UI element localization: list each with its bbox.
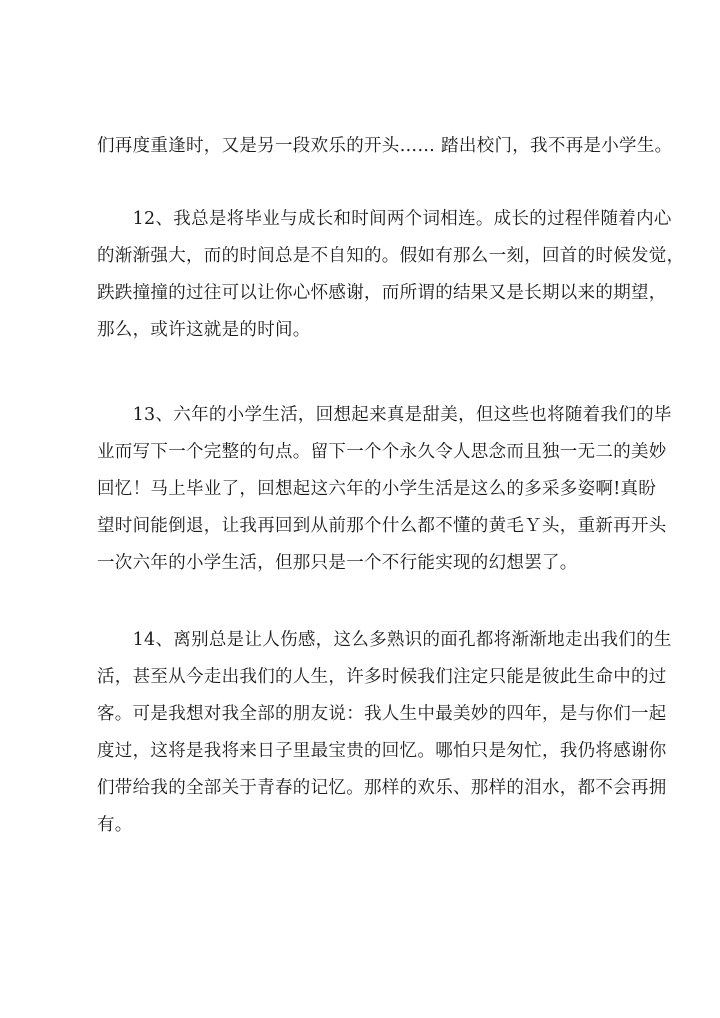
text-line: 回忆！马上毕业了，回想起这六年的小学生活是这么的多采多姿啊!真盼 — [97, 479, 657, 499]
text-line: 望时间能倒退，让我再回到从前那个什么都不懂的黄毛Ｙ头，重新再开头 — [97, 516, 667, 536]
text-line: 14、离别总是让人伤感，这么多熟识的面孔都将渐渐地走出我们的生 — [97, 630, 672, 650]
text-line: 度过，这将是我将来日子里最宝贵的回忆。哪怕只是匆忙，我仍将感谢你 — [97, 741, 667, 761]
text-line: 一次六年的小学生活，但那只是一个不行能实现的幻想罢了。 — [97, 553, 578, 573]
text-line: 业而写下一个完整的句点。留下一个个永久令人思念而且独一无二的美妙 — [97, 442, 667, 462]
text-line: 13、六年的小学生活，回想起来真是甜美，但这些也将随着我们的毕 — [97, 405, 672, 425]
text-line: 那么，或许这就是的时间。 — [97, 320, 311, 340]
text-line: 的渐渐强大，而的时间总是不自知的。假如有那么一刻，回首的时候发觉， — [97, 246, 685, 266]
text-line: 有。 — [97, 815, 133, 835]
text-line: 12、我总是将毕业与成长和时间两个词相连。成长的过程伴随着内心 — [97, 209, 672, 229]
text-line: 客。可是我想对我全部的朋友说：我人生中最美妙的四年，是与你们一起 — [97, 704, 667, 724]
text-line: 们再度重逢时，又是另一段欢乐的开头…… 踏出校门，我不再是小学生。 — [97, 136, 673, 156]
text-line: 们带给我的全部关于青春的记忆。那样的欢乐、那样的泪水，都不会再拥 — [97, 778, 667, 798]
text-line: 活，甚至从今走出我们的人生，许多时候我们注定只能是彼此生命中的过 — [97, 667, 667, 687]
text-line: 跌跌撞撞的过往可以让你心怀感谢，而所谓的结果又是长期以来的期望， — [97, 283, 667, 303]
